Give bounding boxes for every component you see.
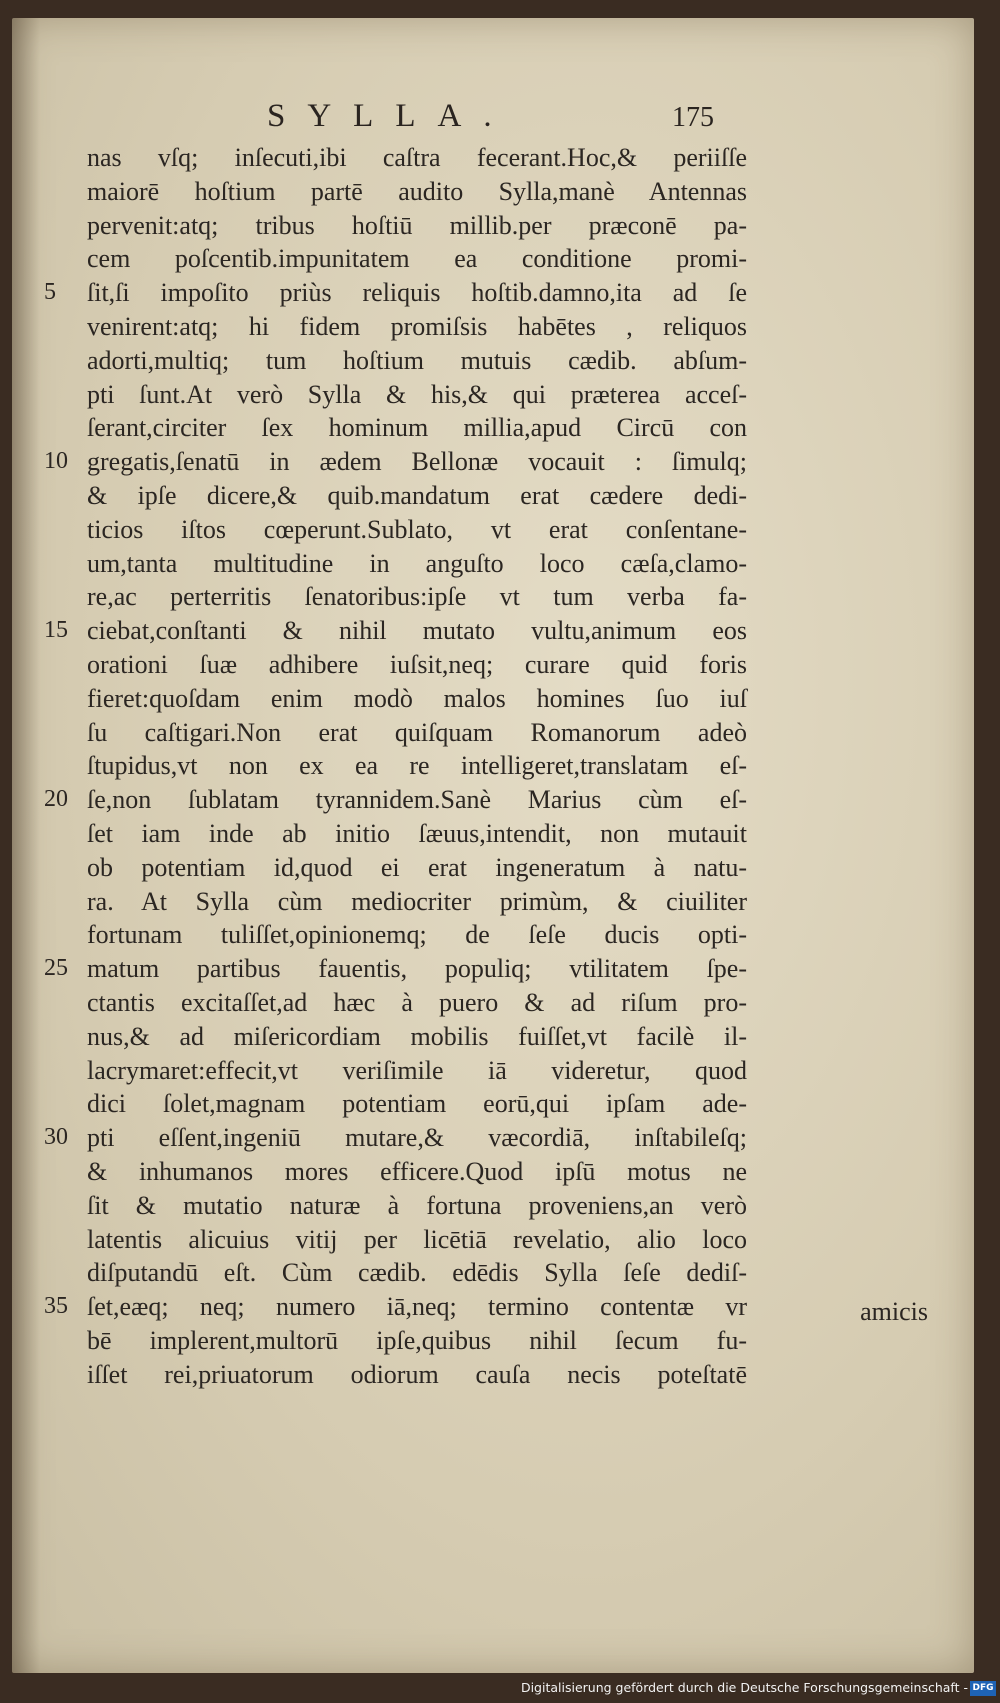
line-text: ſit & mutatio naturæ à fortuna proveniens,an verò [87, 1190, 747, 1220]
line-text: maiorē hoſtium partē audito Sylla,manè Antennas [87, 176, 747, 206]
line-text: lacrymaret:effecit,vt veriſimile iā videretur, quod [87, 1055, 747, 1085]
text-line [44, 952, 752, 986]
line-text: dici ſolet,magnam potentiam eorū,qui ipſam ade- [87, 1089, 747, 1119]
text-line [72, 411, 752, 445]
page-number: 175 [672, 102, 714, 133]
line-text: um,tanta multitudine in anguſto loco cæſa,clamo- [87, 548, 747, 578]
line-text: latentis alicuius vitij per licētiā revelatio, alio loco [87, 1224, 747, 1254]
body-text [44, 141, 752, 1391]
text-line [72, 1189, 752, 1223]
text-line [72, 1087, 752, 1121]
footer-bar [0, 1675, 1000, 1703]
text-line [72, 175, 752, 209]
line-text: ſet,eæq; neq; numero iā,neq; termino contentæ vr [87, 1292, 747, 1322]
text-line [72, 580, 752, 614]
text-line [72, 242, 752, 276]
text-line [72, 817, 752, 851]
text-line [44, 783, 752, 817]
line-text: nus,& ad miſericordiam mobilis fuiſſet,vt facilè il- [87, 1021, 747, 1051]
line-text: iſſet rei,priuatorum odiorum cauſa necis poteſtatē [87, 1359, 747, 1389]
dfg-logo: DFG [970, 1681, 996, 1696]
text-line [72, 513, 752, 547]
line-text: ſit,ſi impoſito priùs reliquis hoſtib.damno,ita ad ſe [87, 278, 747, 308]
text-line [44, 1121, 752, 1155]
running-title: SYLLA. [267, 98, 514, 134]
line-text: & inhumanos mores efficere.Quod ipſū motus ne [87, 1156, 747, 1186]
line-text: re,ac perterritis ſenatoribus:ipſe vt tum verba fa- [87, 582, 747, 612]
line-number: 35 [44, 1293, 68, 1320]
text-line [72, 986, 752, 1020]
text-line [44, 1290, 752, 1324]
text-line [44, 276, 752, 310]
text-line [72, 648, 752, 682]
text-line [44, 614, 752, 648]
text-line [72, 682, 752, 716]
line-text: cem poſcentib.impunitatem ea conditione promi- [87, 244, 747, 274]
text-line [72, 1256, 752, 1290]
text-line [72, 378, 752, 412]
line-number: 5 [44, 279, 56, 306]
line-text: pti eſſent,ingeniū mutare,& væcordiā, inſtabileſq; [87, 1123, 747, 1153]
line-text: pti ſunt.At verò Sylla & his,& qui præterea acceſ- [87, 379, 747, 409]
text-line [72, 749, 752, 783]
line-text: pervenit:atq; tribus hoſtiū millib.per præconē pa- [87, 210, 747, 240]
line-text: ob potentiam id,quod ei erat ingeneratum à natu- [87, 852, 747, 882]
line-number: 25 [44, 955, 68, 982]
text-line [72, 310, 752, 344]
line-text: ſerant,circiter ſex hominum millia,apud Circū con [87, 413, 747, 443]
line-text: fortunam tuliſſet,opinionemq; de ſeſe ducis opti- [87, 920, 747, 950]
line-number: 20 [44, 786, 68, 813]
line-text: fieret:quoſdam enim modò malos homines ſuo iuſ [87, 683, 747, 713]
text-line [72, 547, 752, 581]
line-text: nas vſq; inſecuti,ibi caſtra fecerant.Hoc,& periiſſe [87, 143, 747, 172]
line-text: bē implerent,multorū ipſe,quibus nihil ſecum fu- [87, 1325, 747, 1355]
line-text: ſe,non ſublatam tyrannidem.Sanè Marius cùm eſ- [87, 785, 747, 815]
page-edge-shadow [12, 18, 40, 1673]
line-number: 30 [44, 1124, 68, 1151]
text-line [72, 918, 752, 952]
text-line [72, 1054, 752, 1088]
text-line [72, 141, 752, 175]
line-text: ctantis excitaſſet,ad hæc à puero & ad riſum pro- [87, 987, 747, 1017]
text-line [72, 1324, 752, 1358]
text-line [72, 851, 752, 885]
line-number: 15 [44, 617, 68, 644]
line-text: diſputandū eſt. Cùm cædib. edēdis Sylla ſeſe dediſ- [87, 1258, 747, 1288]
text-line [72, 716, 752, 750]
line-text: ſet iam inde ab initio ſæuus,intendit, non mutauit [87, 818, 747, 848]
text-line [72, 885, 752, 919]
line-number: 10 [44, 448, 68, 475]
line-text: ciebat,conſtanti & nihil mutato vultu,animum eos [87, 616, 747, 646]
text-line [72, 209, 752, 243]
line-text: ſtupidus,vt non ex ea re intelligeret,translatam eſ- [87, 751, 747, 781]
line-text: orationi ſuæ adhibere iuſsit,neq; curare quid foris [87, 649, 747, 679]
line-text: & ipſe dicere,& quib.mandatum erat cædere dedi- [87, 480, 747, 510]
text-line [44, 445, 752, 479]
line-text: ſu caſtigari.Non erat quiſquam Romanorum adeò [87, 717, 747, 747]
text-line [72, 479, 752, 513]
line-text: ra. At Sylla cùm mediocriter primùm, & ciuiliter [87, 886, 747, 916]
line-text: matum partibus fauentis, populiq; vtilitatem ſpe- [87, 954, 747, 984]
page-header [12, 88, 974, 138]
text-line [72, 1223, 752, 1257]
catchword: amicis [860, 1297, 928, 1326]
line-text: adorti,multiq; tum hoſtium mutuis cædib. abſum- [87, 345, 747, 375]
text-line [72, 1020, 752, 1054]
text-line [72, 1155, 752, 1189]
line-text: ticios iſtos cœperunt.Sublato, vt erat conſentane- [87, 514, 747, 544]
text-line [72, 344, 752, 378]
book-page [12, 18, 974, 1673]
line-text: venirent:atq; hi fidem promiſsis habētes , reliquos [87, 311, 747, 341]
text-line [72, 1358, 752, 1392]
line-text: gregatis,ſenatū in ædem Bellonæ vocauit : ſimulq; [87, 447, 747, 477]
digitization-credit: Digitalisierung gefördert durch die Deutsche Forschungsgemeinschaft - [520, 1680, 968, 1695]
